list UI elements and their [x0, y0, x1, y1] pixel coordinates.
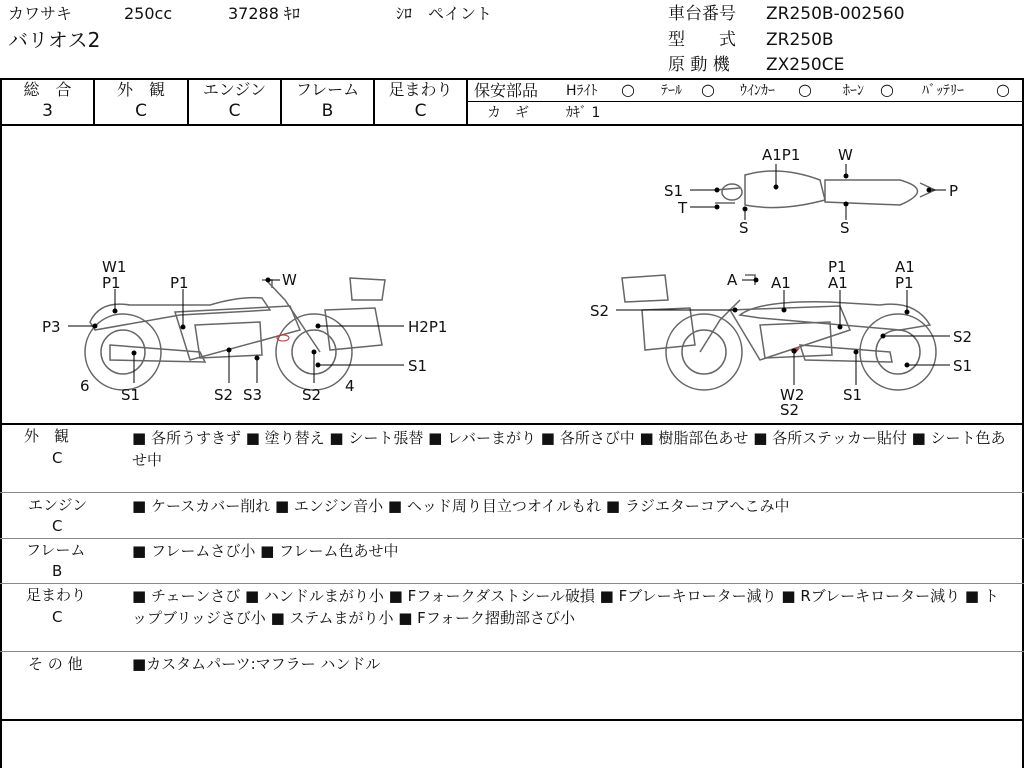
grade-value-exterior: C: [135, 101, 147, 121]
safety-item-name: ｳｲﾝｶｰ: [740, 83, 775, 99]
callout-label: P1: [102, 274, 121, 292]
callout-label: S1: [664, 182, 684, 200]
callout-label: S2: [302, 386, 322, 404]
divider: [0, 583, 1024, 584]
callout-label: S1: [953, 357, 973, 375]
safety-item-name: ﾎｰﾝ: [843, 83, 864, 99]
callout-label: S: [739, 219, 749, 237]
callout-label: P3: [42, 318, 61, 336]
callout-label: A1: [895, 258, 915, 276]
maker: カワサキ: [8, 4, 73, 23]
callout-label: P1: [170, 274, 189, 292]
grade-label-overall: 総 合: [23, 80, 72, 99]
grade-label-suspension: 足まわり: [388, 80, 453, 99]
callout-label: A1: [828, 274, 848, 292]
safety-item-name: Hﾗｲﾄ: [566, 83, 598, 99]
top-view-bike-drawing: [715, 171, 935, 208]
callout-label: 4: [345, 377, 355, 395]
grade-label-frame: フレーム: [295, 80, 360, 99]
remark-grade: B: [52, 562, 63, 580]
safety-item-mark: ○: [996, 80, 1010, 99]
damage-diagram: [0, 126, 1024, 423]
color: ｼﾛ ペイント: [396, 4, 493, 23]
remark-text: ■ チェーンさび ■ ハンドルまがり小 ■ Fフォークダストシール破損 ■ Fブレーキローター減り ■ Rブレーキローター減り ■ トップブリッジさび小 ■ ステムまがり小 ■ Fフォーク摺動部さび小: [132, 587, 999, 627]
grade-value-frame: B: [321, 101, 334, 121]
callout-label: S2: [780, 401, 800, 419]
left-side-bike-drawing: [85, 278, 385, 390]
callout-label: S: [840, 219, 850, 237]
divider: [0, 719, 1024, 721]
divider: [0, 538, 1024, 539]
remark-label: 外 観: [24, 427, 70, 445]
divider: [466, 78, 468, 124]
frame-number: ZR250B-002560: [766, 4, 905, 24]
grade-value-suspension: C: [414, 101, 427, 121]
remark-label: フレーム: [26, 541, 86, 559]
callout-label: A1P1: [762, 146, 801, 164]
safety-item-mark: ○: [798, 80, 812, 99]
type-label: 型 式: [668, 30, 736, 50]
callout-labels: [42, 146, 972, 419]
callout-label: W2: [780, 386, 805, 404]
remark-text: ■ 各所うすきず ■ 塗り替え ■ シート張替 ■ レバーまがり ■ 各所さび中 ■ 樹脂部色あせ ■ 各所ステッカー貼付 ■ シート色あせ中: [132, 429, 1006, 469]
callout-label: A: [727, 271, 738, 289]
callout-label: P1: [895, 274, 914, 292]
remark-label: エンジン: [28, 496, 88, 514]
remark-grade: C: [52, 449, 63, 467]
callout-label: S1: [121, 386, 141, 404]
right-side-bike-drawing: [622, 275, 936, 390]
grade-value-overall: 3: [42, 101, 53, 121]
safety-item-mark: ○: [880, 80, 894, 99]
grade-label-exterior: 外 観: [116, 80, 165, 99]
callout-label: H2P1: [408, 318, 448, 336]
remark-label: そ の 他: [28, 655, 83, 673]
safety-item-mark: ○: [621, 80, 635, 99]
remark-text: ■カスタムパーツ:マフラー ハンドル: [132, 655, 381, 673]
callout-label: P: [949, 182, 959, 200]
key-value: ｶｷﾞ 1: [566, 105, 601, 121]
divider: [0, 492, 1024, 493]
callout-label: S1: [843, 386, 863, 404]
safety-label: 保安部品: [474, 81, 539, 100]
callout-label: P1: [828, 258, 847, 276]
callout-label: A1: [771, 274, 791, 292]
model-name: バリオス2: [8, 28, 101, 52]
callout-label: T: [678, 199, 688, 217]
frame-number-label: 車台番号: [668, 4, 736, 24]
remark-text: ■ ケースカバー削れ ■ エンジン音小 ■ ヘッド周り目立つオイルもれ ■ ラジエターコアへこみ中: [132, 497, 790, 515]
type-value: ZR250B: [766, 30, 834, 50]
divider: [468, 101, 1024, 102]
callout-label: S3: [243, 386, 263, 404]
grade-value-engine: C: [228, 101, 241, 121]
mileage: 37288 ｷﾛ: [228, 4, 300, 23]
displacement: 250cc: [124, 4, 173, 23]
callout-label: W: [282, 271, 297, 289]
safety-item-name: ﾊﾞｯﾃﾘｰ: [922, 83, 964, 99]
callout-label: S1: [408, 357, 428, 375]
remark-text: ■ フレームさび小 ■ フレーム色あせ中: [132, 542, 399, 560]
safety-item-name: ﾃｰﾙ: [661, 83, 682, 99]
callout-label: 6: [80, 377, 90, 395]
key-label: カ ギ: [487, 105, 529, 121]
grade-label-engine: エンジン: [202, 80, 267, 99]
callout-label: W1: [102, 258, 127, 276]
divider: [0, 651, 1024, 652]
safety-item-mark: ○: [701, 80, 715, 99]
remark-grade: C: [52, 517, 63, 535]
engine-type-value: ZX250CE: [766, 55, 845, 75]
callout-label: W: [838, 146, 853, 164]
engine-type-label: 原 動 機: [668, 55, 730, 75]
divider: [0, 423, 1024, 425]
callout-label: S2: [590, 302, 610, 320]
remark-grade: C: [52, 608, 63, 626]
callout-label: S2: [953, 328, 973, 346]
callout-label: S2: [214, 386, 234, 404]
remark-label: 足まわり: [26, 586, 87, 604]
